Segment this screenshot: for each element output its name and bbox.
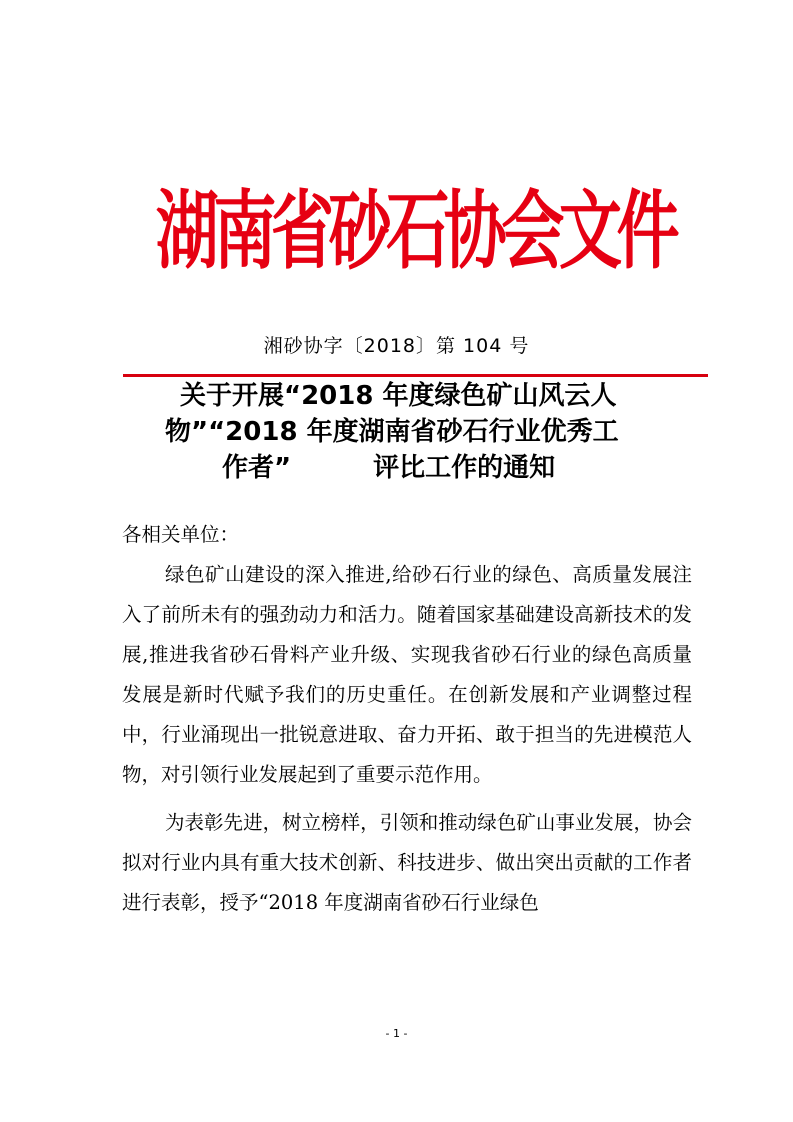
masthead-title: 湖南省砂石协会文件 [155,183,675,278]
title-line-3-part-1: 作者” [222,453,292,483]
page-number: - 1 - [385,1027,408,1040]
red-divider-line [123,374,708,377]
document-title [150,378,690,486]
salutation: 各相关单位： [122,523,240,546]
title-line-3 [150,450,690,486]
title-line-1: 关于开展“2018 年度绿色矿山风云人 [180,381,617,411]
document-body [122,515,692,923]
body-paragraph-1: 绿色矿山建设的深入推进,给砂石行业的绿色、高质量发展注入了前所未有的强劲动力和活力。随着国家基础建设高新技术的发展,推进我省砂石骨料产业升级、实现我省砂石行业的绿色高质量发展是新时代赋予我们的历史重任。在创新发展和产业调整过程中，行业涌现出一批锐意进取、奋力开拓、敢于担当的先进模范人物，对引领行业发展起到了重要示范作用。 [122,563,692,786]
masthead-banner [110,183,720,278]
body-paragraph-2: 为表彰先进，树立榜样，引领和推动绿色矿山事业发展，协会拟对行业内具有重大技术创新、科技进步、做出突出贡献的工作者进行表彰，授予“2018 年度湖南省砂石行业绿色 [122,811,692,914]
title-line-2: 物”“2018 年度湖南省砂石行业优秀工 [165,417,619,447]
document-number: 湘砂协字〔2018〕第 104 号 [263,335,530,357]
title-line-3-part-2: 评比工作的通知 [373,453,556,483]
